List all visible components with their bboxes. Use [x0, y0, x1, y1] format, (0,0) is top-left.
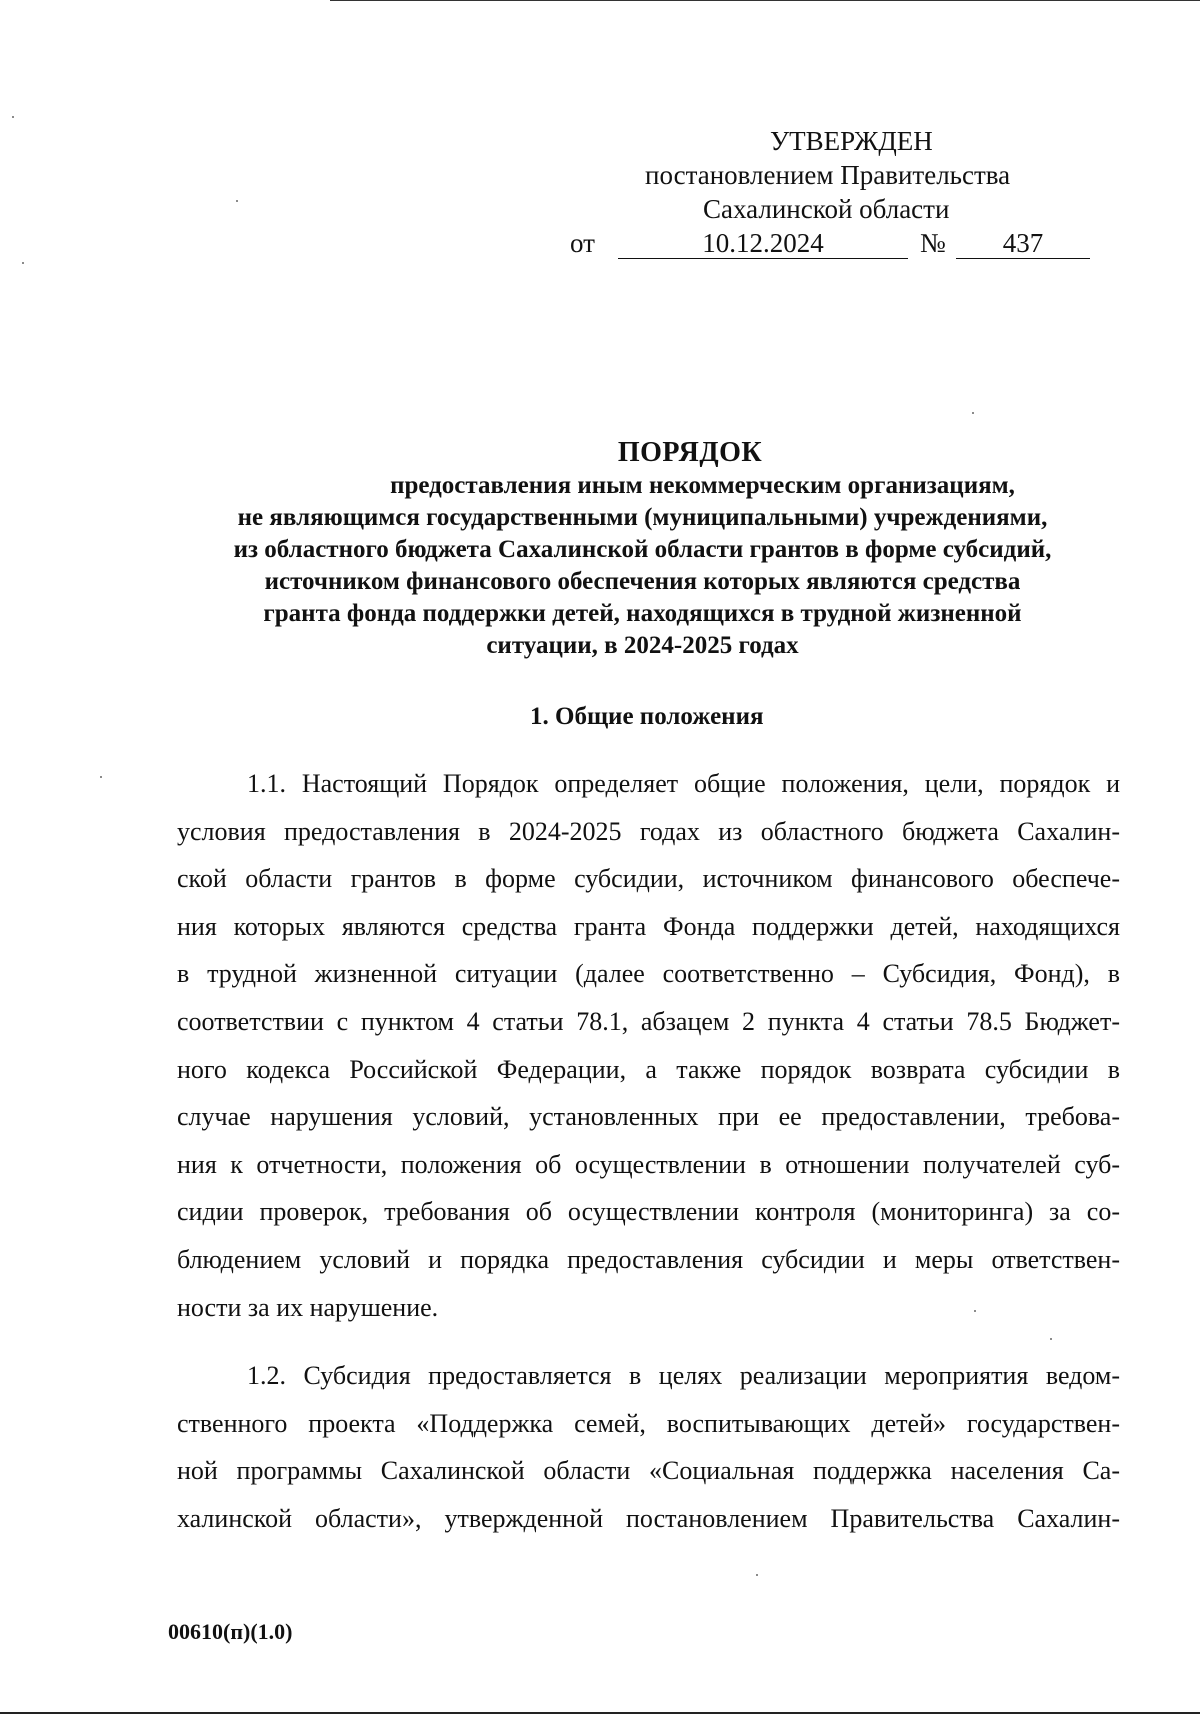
paragraph-line: халинской области», утвержденной постановлением Правительства Сахалин- — [177, 1503, 1120, 1533]
document-title — [0, 436, 1200, 470]
paragraph-line: ного кодекса Российской Федерации, а также порядок возврата субсидии в — [177, 1054, 1120, 1084]
subtitle-line: ситуации, в 2024-2025 годах — [486, 632, 799, 659]
paragraph-line: в трудной жизненной ситуации (далее соответственно – Субсидия, Фонд), в — [177, 959, 1120, 989]
section-heading: 1. Общие положения — [530, 703, 764, 730]
scan-speck — [12, 116, 14, 118]
approval-title: УТВЕРЖДЕН — [770, 126, 933, 156]
form-code: 00610(п)(1.0) — [168, 1619, 293, 1644]
scan-speck — [236, 200, 238, 202]
subtitle-line: не являющимся государственными (муниципальными) учреждениями, — [237, 504, 1048, 531]
scan-edge-top — [330, 0, 1200, 1]
scan-speck — [756, 1574, 758, 1576]
approval-region: Сахалинской области — [703, 194, 950, 224]
scan-speck — [100, 776, 102, 778]
approval-number: 437 — [956, 226, 1090, 259]
subtitle-line: гранта фонда поддержки детей, находящихся в трудной жизненной — [263, 600, 1022, 627]
scan-speck — [1050, 1338, 1052, 1340]
paragraph-line: ности за их нарушение. — [177, 1292, 439, 1322]
approval-from-label: от — [570, 228, 595, 258]
scan-speck — [972, 412, 974, 414]
paragraph-line: ния которых являются средства гранта Фонда поддержки детей, находящихся — [177, 911, 1120, 941]
paragraph-1-2 — [177, 1352, 1120, 1542]
paragraph-line: случае нарушения условий, установленных при ее предоставлении, требова- — [177, 1102, 1120, 1132]
paragraph-line: ния к отчетности, положения об осуществлении в отношении получателей суб- — [177, 1149, 1120, 1179]
paragraph-line: 1.1. Настоящий Порядок определяет общие положения, цели, порядок и — [247, 769, 1120, 798]
approval-date: 10.12.2024 — [618, 226, 908, 259]
document-title-text: ПОРЯДОК — [617, 437, 763, 468]
document-subtitle — [160, 470, 1125, 662]
scan-speck — [974, 1310, 976, 1312]
paragraph-line: ственного проекта «Поддержка семей, воспитывающих детей» государствен- — [177, 1408, 1120, 1438]
approval-by: постановлением Правительства — [645, 160, 1011, 190]
paragraph-1-1 — [177, 760, 1120, 1331]
subtitle-line: источником финансового обеспечения которых являются средства — [264, 568, 1021, 595]
scan-edge-bottom — [0, 1712, 1200, 1714]
scan-speck — [22, 262, 24, 264]
paragraph-line: сидии проверок, требования об осуществлении контроля (мониторинга) за со- — [177, 1197, 1120, 1227]
subtitle-line: из областного бюджета Сахалинской области грантов в форме субсидий, — [233, 536, 1052, 563]
approval-date-row — [570, 226, 1090, 260]
paragraph-line: соответствии с пунктом 4 статьи 78.1, абзацем 2 пункта 4 статьи 78.5 Бюджет- — [177, 1006, 1120, 1036]
paragraph-line: ской области грантов в форме субсидии, источником финансового обеспече- — [177, 864, 1120, 894]
paragraph-line: ной программы Сахалинской области «Социальная поддержка населения Са- — [177, 1456, 1120, 1486]
approval-number-label: № — [920, 228, 946, 258]
paragraph-line: блюдением условий и порядка предоставления субсидии и меры ответствен- — [177, 1244, 1120, 1274]
paragraph-line: условия предоставления в 2024-2025 годах из областного бюджета Сахалин- — [177, 816, 1120, 846]
paragraph-line: 1.2. Субсидия предоставляется в целях реализации мероприятия ведом- — [247, 1361, 1120, 1390]
subtitle-line: предоставления иным некоммерческим организациям, — [390, 472, 1015, 499]
